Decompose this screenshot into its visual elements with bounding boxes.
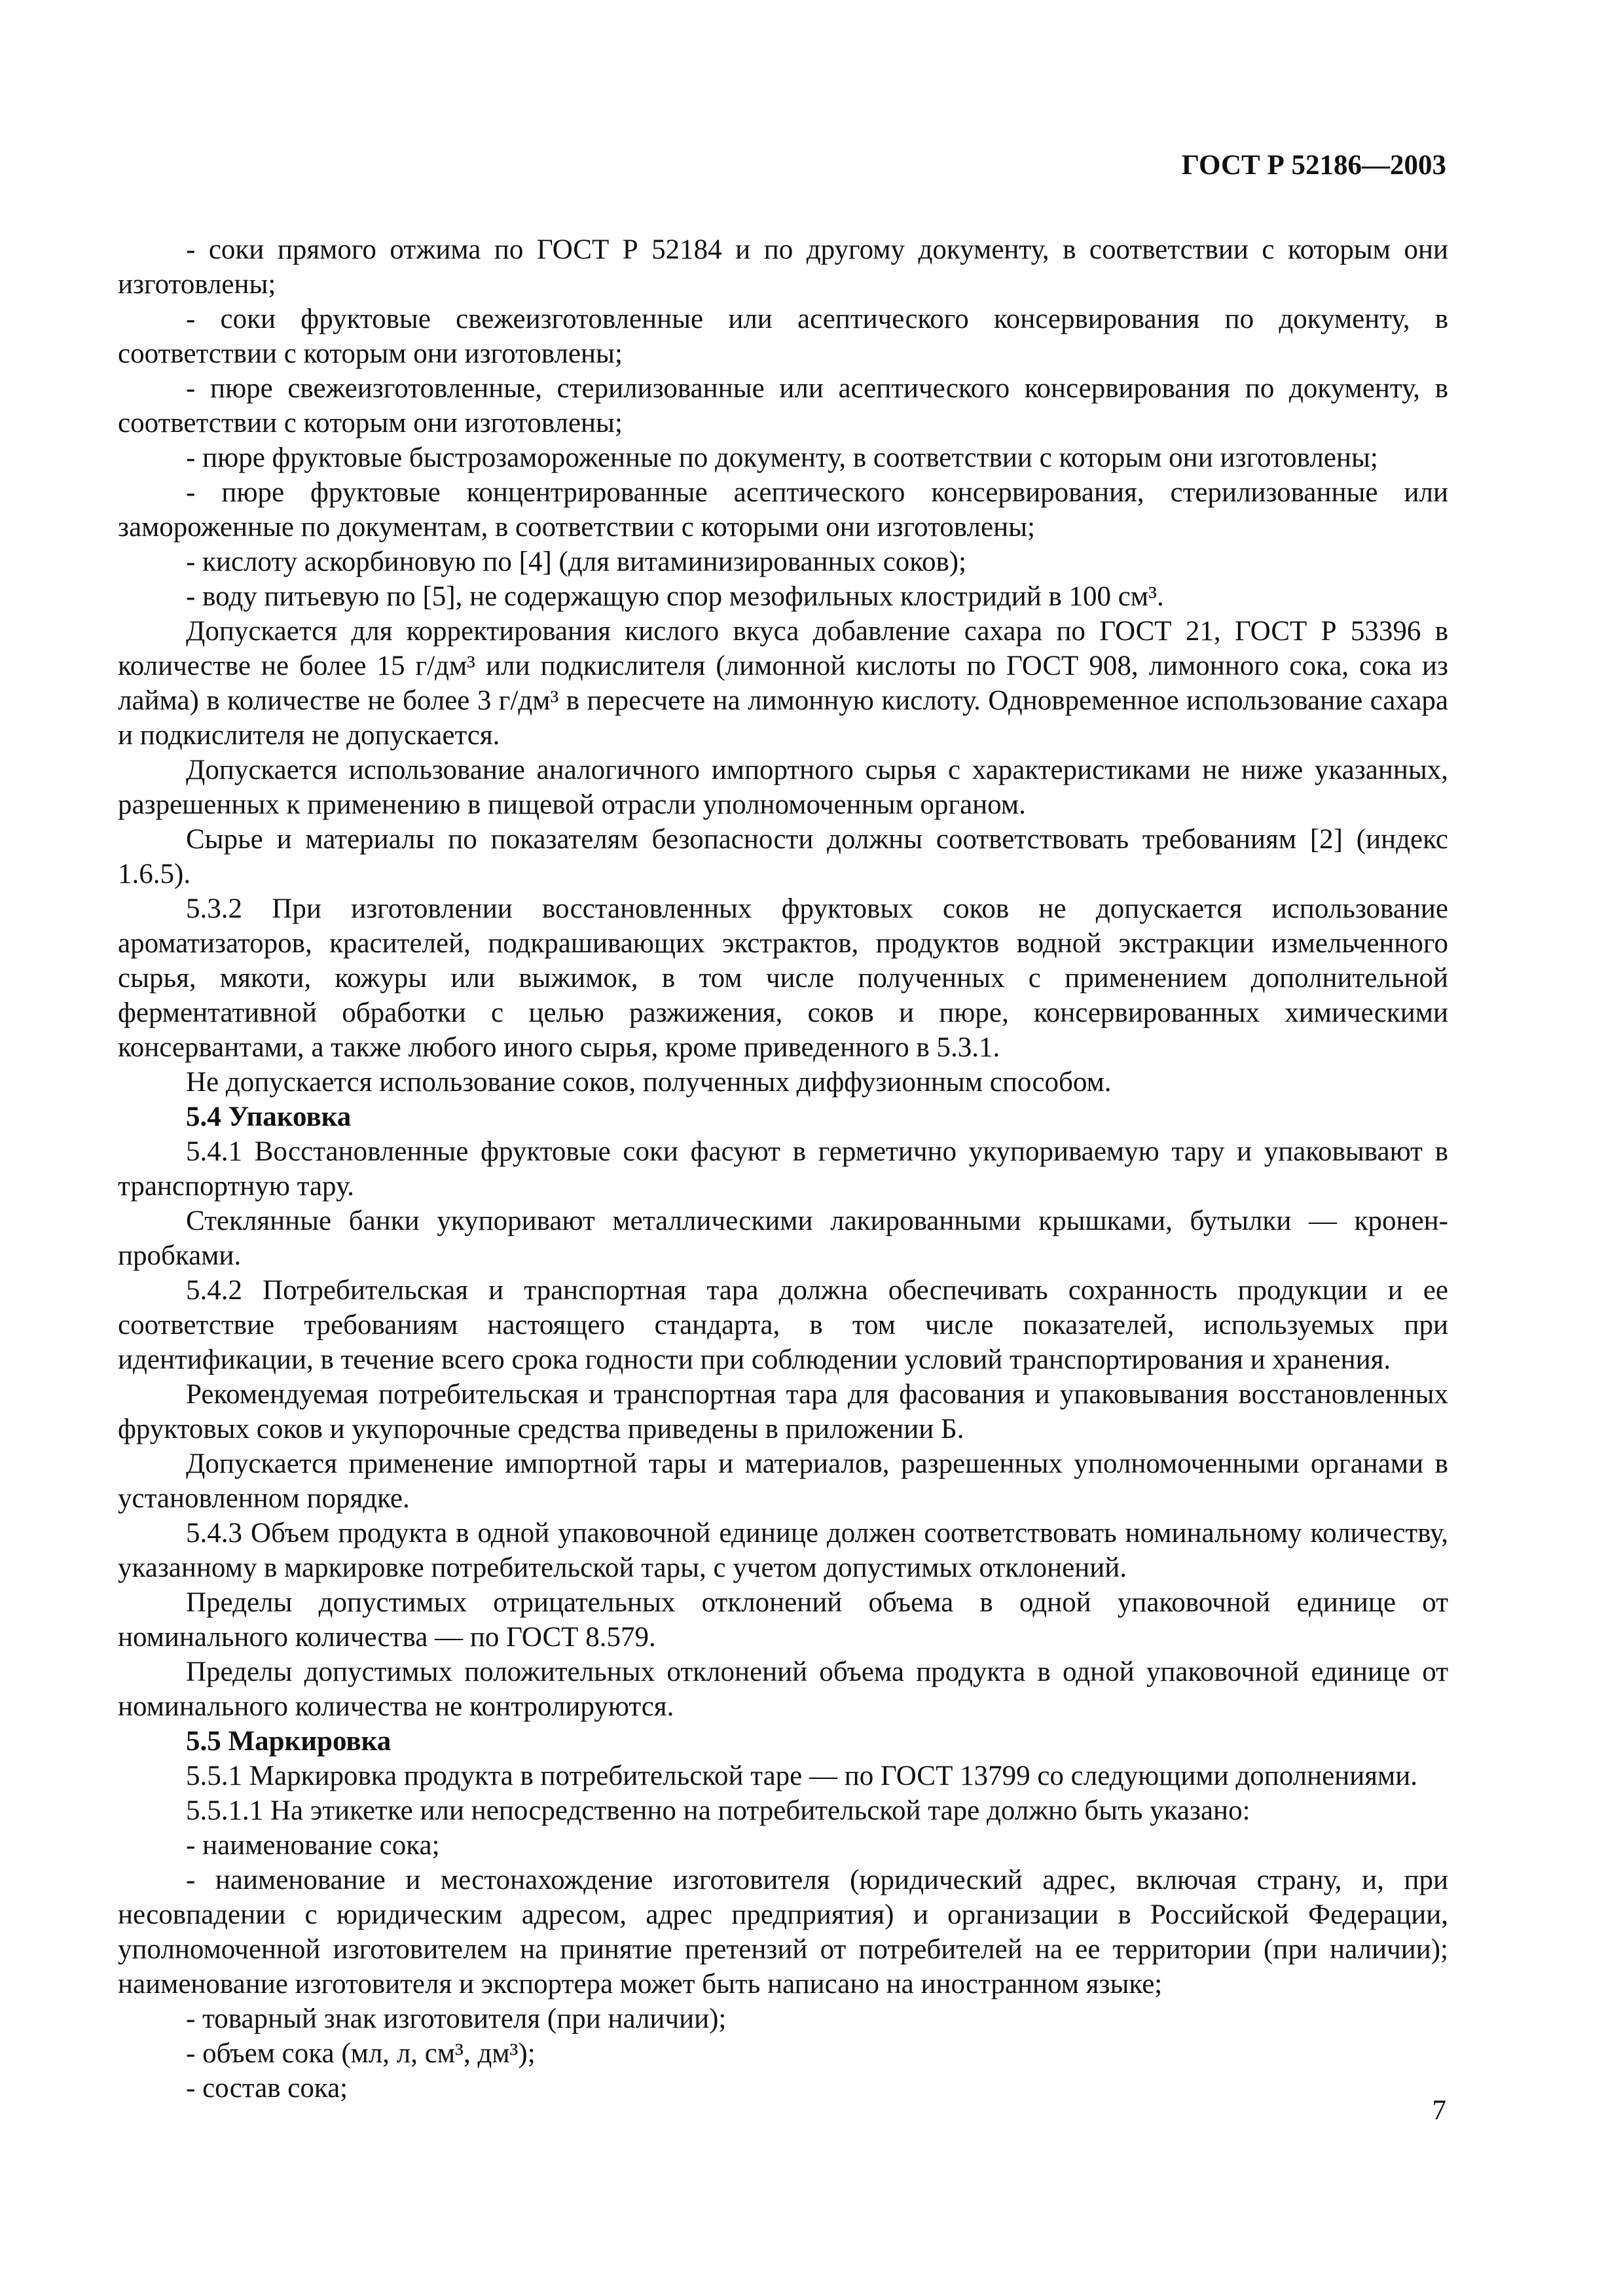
paragraph: Сырье и материалы по показателям безопасности должны соответствовать требованиям [2] (индекс 1.6.5).: [118, 824, 1448, 889]
paragraph: 5.4.1 Восстановленные фруктовые соки фасуют в герметично укупориваемую тару и упаковывают в транспортную тару.: [118, 1136, 1448, 1202]
paragraph: - наименование и местонахождение изготовителя (юридический адрес, включая страну, и, при несовпадении с юридическим адресом, адрес предприятия) и организации в Российской Федерации, уполномоченной изготовителем на принятие претензий от потребителей на ее территории (при наличии); наименование изготовителя и экспортера может быть написано на иностранном языке;: [118, 1865, 1448, 2000]
document-body: [118, 232, 1448, 2106]
paragraph: - соки фруктовые свежеизготовленные или асептического консервирования по документу, в соответствии с которым они изготовлены;: [118, 304, 1448, 369]
paragraph: - пюре фруктовые концентрированные асептического консервирования, стерилизованные или замороженные по документам, в соответствии с которыми они изготовлены;: [118, 477, 1448, 543]
paragraph: Не допускается использование соков, полученных диффузионным способом.: [186, 1067, 1112, 1098]
paragraph: - пюре свежеизготовленные, стерилизованные или асептического консервирования по документу, в соответствии с которым они изготовлены;: [118, 373, 1448, 439]
paragraph: Стеклянные банки укупоривают металлическими лакированными крышками, бутылки — кроненпробками.: [118, 1206, 1448, 1271]
paragraph: Допускается применение импортной тары и материалов, разрешенных уполномоченными органами в установленном порядке.: [118, 1448, 1448, 1514]
paragraph: - наименование сока;: [186, 1830, 440, 1861]
paragraph: Допускается использование аналогичного импортного сырья с характеристиками не ниже указанных, разрешенных к применению в пищевой отрасли уполномоченным органом.: [118, 755, 1448, 820]
section-heading: 5.4 Упаковка: [186, 1102, 352, 1132]
paragraph: - воду питьевую по [5], не содержащую спор мезофильных клостридий в 100 см³.: [186, 581, 1164, 612]
document-code-header: ГОСТ Р 52186—2003: [1181, 150, 1446, 181]
paragraph: - объем сока (мл, л, см³, дм³);: [186, 2038, 536, 2069]
page-number: 7: [1432, 2095, 1446, 2126]
paragraph: 5.4.3 Объем продукта в одной упаковочной единице должен соответствовать номинальному количеству, указанному в маркировке потребительской тары, с учетом допустимых отклонений.: [118, 1518, 1448, 1583]
paragraph: 5.4.2 Потребительская и транспортная тара должна обеспечивать сохранность продукции и ее соответствие требованиям настоящего стандарта, в том числе показателей, используемых при идентификации, в течение всего срока годности при соблюдении условий транспортирования и хранения.: [118, 1275, 1448, 1375]
paragraph: 5.3.2 При изготовлении восстановленных фруктовых соков не допускается использование ароматизаторов, красителей, подкрашивающих экстрактов, продуктов водной экстракции измельченного сырья, мякоти, кожуры или выжимок, в том числе полученных с применением дополнительной ферментативной обработки с целью разжижения, соков и пюре, консервированных химическими консервантами, а также любого иного сырья, кроме приведенного в 5.3.1.: [118, 893, 1448, 1063]
paragraph: - состав сока;: [186, 2073, 348, 2104]
section-heading: 5.5 Маркировка: [186, 1726, 392, 1757]
paragraph: Пределы допустимых отрицательных отклонений объема в одной упаковочной единице от номинального количества — по ГОСТ 8.579.: [118, 1587, 1448, 1653]
paragraph: - товарный знак изготовителя (при наличии);: [186, 2003, 727, 2034]
paragraph: - кислоту аскорбиновую по [4] (для витаминизированных соков);: [186, 547, 967, 577]
paragraph: - соки прямого отжима по ГОСТ Р 52184 и по другому документу, в соответствии с которым они изготовлены;: [118, 234, 1448, 300]
paragraph: Пределы допустимых положительных отклонений объема продукта в одной упаковочной единице от номинального количества не контролируются.: [118, 1657, 1448, 1722]
paragraph: 5.5.1.1 На этикетке или непосредственно на потребительской таре должно быть указано:: [186, 1795, 1250, 1826]
paragraph: Допускается для корректирования кислого вкуса добавление сахара по ГОСТ 21, ГОСТ Р 53396 в количестве не более 15 г/дм³ или подкислителя (лимонной кислоты по ГОСТ 908, лимонного сока, сока из лайма) в количестве не более 3 г/дм³ в пересчете на лимонную кислоту. Одновременное использование сахара и подкислителя не допускается.: [118, 616, 1448, 751]
paragraph: 5.5.1 Маркировка продукта в потребительской таре — по ГОСТ 13799 со следующими дополнениями.: [186, 1761, 1417, 1791]
paragraph: - пюре фруктовые быстрозамороженные по документу, в соответствии с которым они изготовлены;: [186, 442, 1378, 473]
paragraph: Рекомендуемая потребительская и транспортная тара для фасования и упаковывания восстановленных фруктовых соков и укупорочные средства приведены в приложении Б.: [118, 1379, 1448, 1444]
